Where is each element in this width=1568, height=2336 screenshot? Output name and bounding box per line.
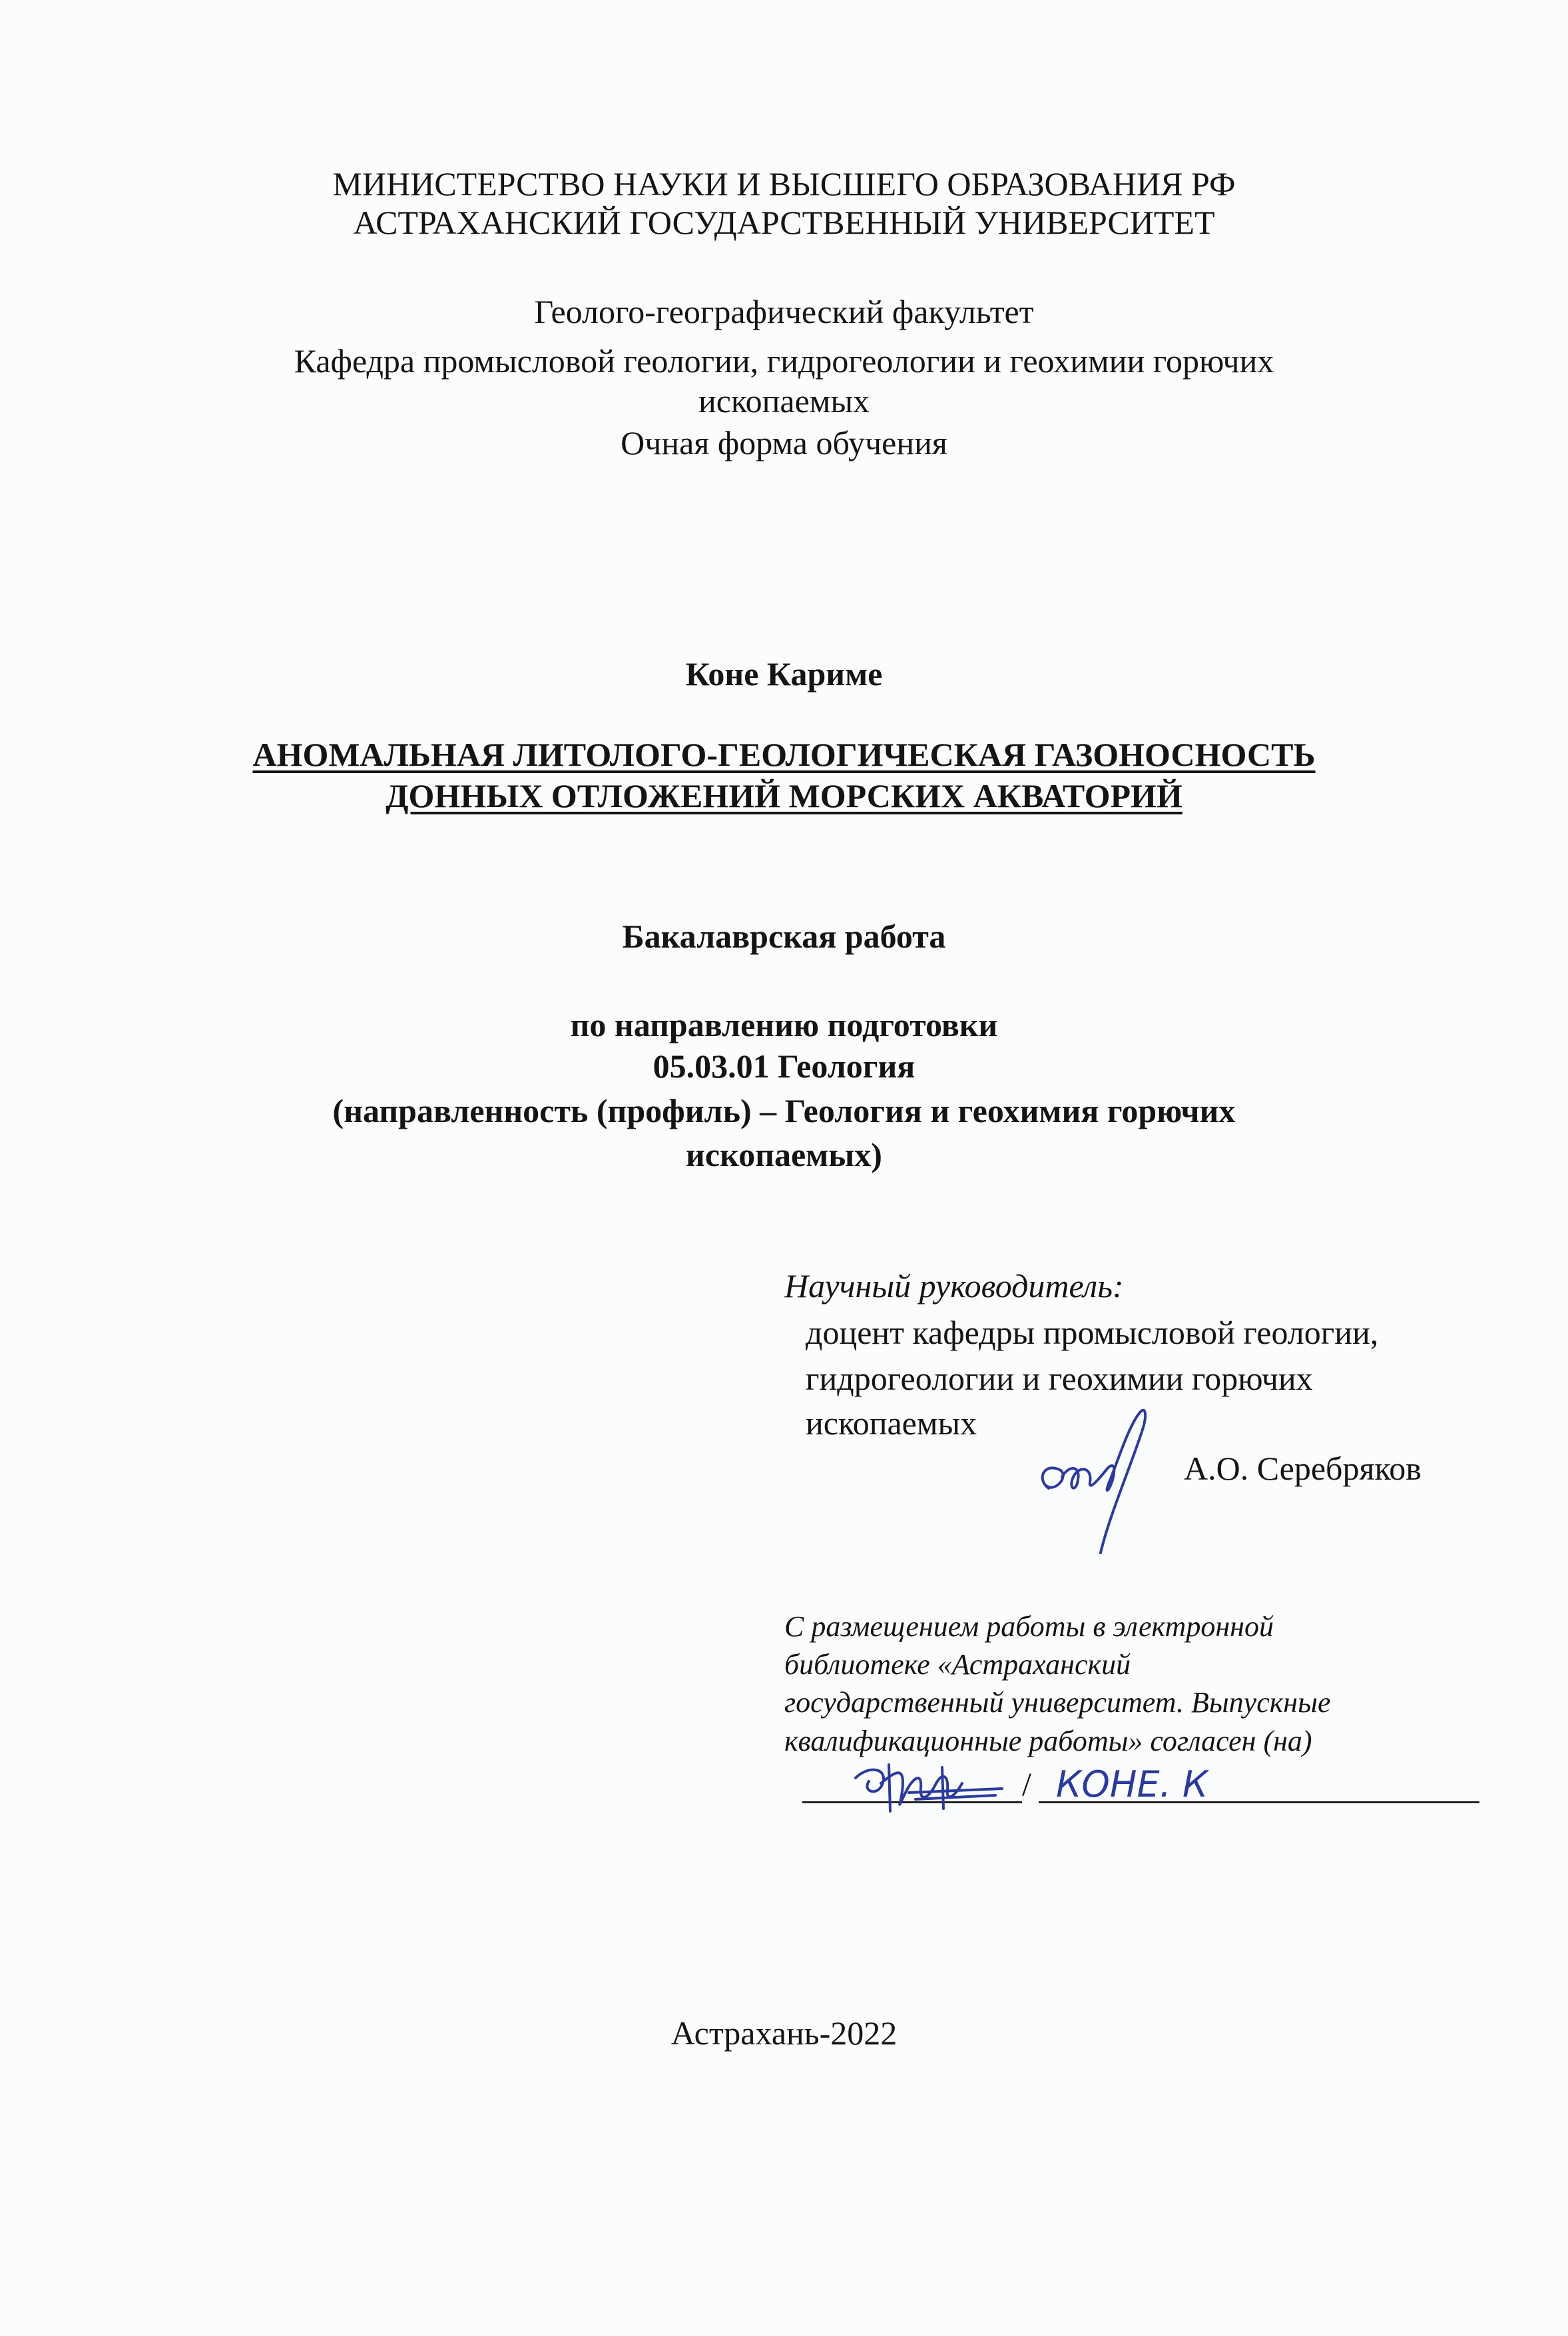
supervisor-signature bbox=[1029, 1398, 1175, 1558]
consent-line1: С размещением работы в электронной bbox=[784, 1610, 1274, 1643]
direction-profile-line2: ископаемых) bbox=[686, 1136, 882, 1173]
signature-separator: / bbox=[1022, 1765, 1031, 1803]
department-name-line1: Кафедра промысловой геологии, гидрогеологии и геохимии горючих bbox=[294, 342, 1274, 380]
thesis-title-line2: ДОННЫХ ОТЛОЖЕНИЙ МОРСКИХ АКВАТОРИЙ bbox=[386, 777, 1182, 814]
consent-line4: квалификационные работы» согласен (на) bbox=[784, 1725, 1312, 1757]
student-handwritten-name bbox=[1052, 1758, 1252, 1811]
work-type: Бакалаврская работа bbox=[622, 918, 946, 955]
author-name: Коне Кариме bbox=[685, 655, 883, 693]
svg-text:КОНЕ. К: КОНЕ. К bbox=[1056, 1763, 1208, 1805]
university-name: АСТРАХАНСКИЙ ГОСУДАРСТВЕННЫЙ УНИВЕРСИТЕТ bbox=[353, 204, 1215, 241]
department-name-line2: ископаемых bbox=[698, 382, 870, 420]
direction-profile-line1: (направленность (профиль) – Геология и геохимия горючих bbox=[332, 1092, 1236, 1129]
supervisor-position-line3: ископаемых bbox=[806, 1404, 977, 1442]
student-signature bbox=[842, 1751, 1015, 1818]
supervisor-label: Научный руководитель: bbox=[784, 1267, 1124, 1305]
supervisor-position-line2: гидрогеологии и геохимии горючих bbox=[806, 1360, 1313, 1397]
city-year: Астрахань-2022 bbox=[670, 2014, 898, 2052]
thesis-title-line1: АНОМАЛЬНАЯ ЛИТОЛОГО-ГЕОЛОГИЧЕСКАЯ ГАЗОНОСНОСТЬ bbox=[252, 736, 1316, 773]
supervisor-name: А.О. Серебряков bbox=[1184, 1450, 1422, 1487]
direction-line1: по направлению подготовки bbox=[570, 1006, 998, 1043]
direction-code: 05.03.01 Геология bbox=[653, 1047, 915, 1085]
faculty-name: Геолого-географический факультет bbox=[534, 293, 1034, 330]
consent-line2: библиотеке «Астраханский bbox=[784, 1648, 1131, 1681]
study-form: Очная форма обучения bbox=[621, 424, 947, 461]
supervisor-position-line1: доцент кафедры промысловой геологии, bbox=[806, 1314, 1379, 1351]
ministry-name: МИНИСТЕРСТВО НАУКИ И ВЫСШЕГО ОБРАЗОВАНИЯ РФ bbox=[332, 165, 1236, 202]
consent-line3: государственный университет. Выпускные bbox=[784, 1686, 1331, 1719]
